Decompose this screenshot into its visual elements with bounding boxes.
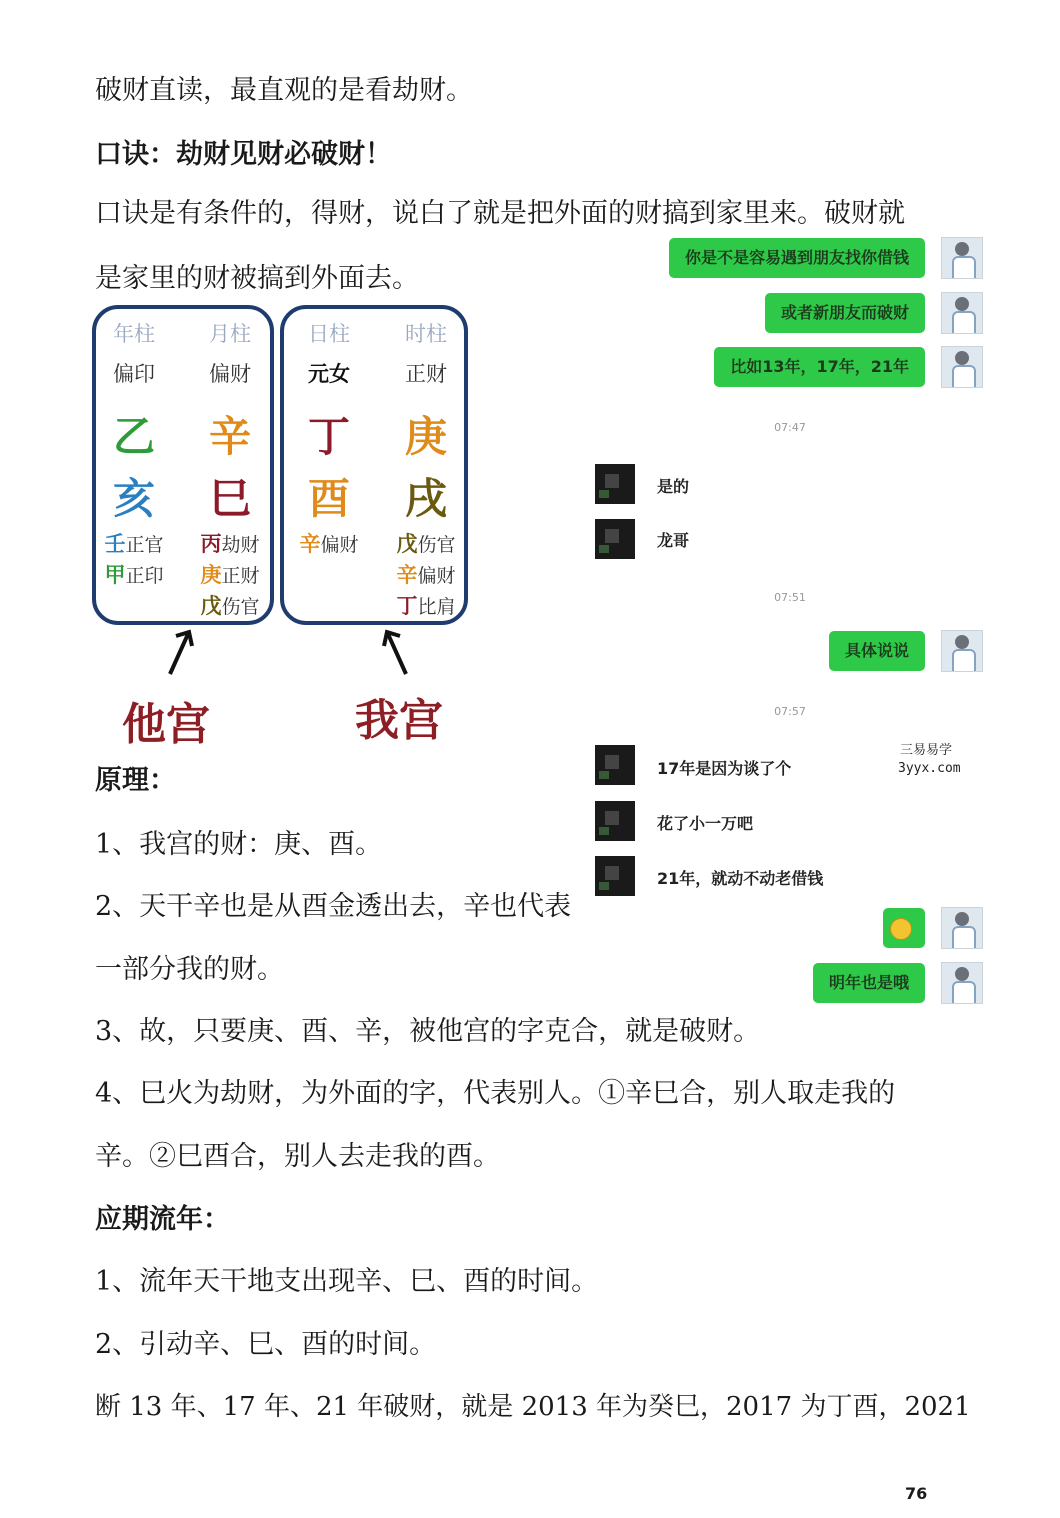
ten-god: 偏印 bbox=[113, 362, 155, 386]
pillar-month bbox=[185, 318, 275, 618]
heavenly-stem: 庚 bbox=[404, 412, 447, 461]
list-item: 2、引动辛、巳、酉的时间。 bbox=[95, 1329, 437, 1360]
arrow-up-icon bbox=[378, 628, 418, 678]
hidden-stem: 甲正印 bbox=[104, 563, 164, 587]
avatar bbox=[941, 346, 983, 388]
chat-screenshot bbox=[585, 225, 995, 1005]
pillar-position: 月柱 bbox=[209, 322, 251, 346]
avatar bbox=[941, 907, 983, 949]
avatar bbox=[595, 519, 635, 559]
avatar bbox=[941, 630, 983, 672]
hidden-stem: 壬正官 bbox=[104, 532, 164, 556]
chat-message-incoming: 花了小一万吧 bbox=[657, 814, 754, 833]
chat-message-outgoing: 明年也是哦 bbox=[813, 963, 925, 1003]
chat-message-outgoing: 具体说说 bbox=[829, 631, 925, 671]
chat-timestamp: 07:57 bbox=[774, 705, 806, 718]
chat-timestamp: 07:47 bbox=[774, 421, 806, 434]
paragraph-line: 是家里的财被搞到外面去。 bbox=[95, 263, 419, 294]
avatar bbox=[595, 745, 635, 785]
list-item: 1、我宫的财：庚、酉。 bbox=[95, 829, 383, 860]
chat-message-incoming: 是的 bbox=[657, 477, 690, 496]
earthly-branch: 酉 bbox=[307, 474, 350, 523]
pillar-position: 时柱 bbox=[405, 322, 447, 346]
avatar bbox=[595, 801, 635, 841]
chat-message-incoming: 21年，就动不动老借钱 bbox=[657, 869, 824, 888]
avatar bbox=[595, 856, 635, 896]
yingqi-heading: 应期流年： bbox=[95, 1204, 230, 1235]
avatar bbox=[941, 237, 983, 279]
chat-message-incoming: 17年是因为谈了个 bbox=[657, 759, 792, 778]
page-number: 76 bbox=[905, 1484, 928, 1503]
pillar-position: 日柱 bbox=[308, 322, 350, 346]
ten-god: 元女 bbox=[308, 362, 350, 386]
pillar-hour bbox=[381, 318, 471, 618]
list-item: 3、故，只要庚、酉、辛，被他宫的字克合，就是破财。 bbox=[95, 1016, 761, 1047]
avatar bbox=[595, 464, 635, 504]
list-item: 一部分我的财。 bbox=[95, 954, 284, 985]
hidden-stem: 庚正财 bbox=[200, 563, 260, 587]
earthly-branch: 巳 bbox=[208, 474, 251, 523]
list-item: 辛。②巳酉合，别人去走我的酉。 bbox=[95, 1141, 500, 1172]
koujue-heading: 口诀：劫财见财必破财！ bbox=[95, 139, 392, 170]
paragraph-line: 断 13 年、17 年、21 年破财，就是 2013 年为癸巳，2017 为丁酉，2021 bbox=[95, 1392, 971, 1422]
avatar bbox=[941, 962, 983, 1004]
chat-message-incoming: 龙哥 bbox=[657, 531, 690, 550]
hidden-stem: 戊伤官 bbox=[396, 532, 456, 556]
hidden-stem: 丙劫财 bbox=[200, 532, 260, 556]
other-palace-label: 他宫 bbox=[122, 699, 210, 750]
laughing-face-icon bbox=[890, 918, 912, 940]
chat-message-outgoing: 比如13年，17年，21年 bbox=[714, 347, 925, 387]
pillar-year bbox=[89, 318, 179, 618]
watermark: 三易易学 3yyx.com bbox=[898, 743, 961, 776]
list-item: 2、天干辛也是从酉金透出去，辛也代表 bbox=[95, 891, 572, 922]
earthly-branch: 亥 bbox=[112, 474, 155, 523]
pillar-position: 年柱 bbox=[113, 322, 155, 346]
paragraph-line: 口诀是有条件的，得财，说白了就是把外面的财搞到家里来。破财就 bbox=[95, 198, 905, 229]
arrow-up-icon bbox=[160, 628, 200, 678]
list-item: 4、巳火为劫财，为外面的字，代表别人。①辛巳合，别人取走我的 bbox=[95, 1078, 896, 1109]
chat-message-outgoing: 你是不是容易遇到朋友找你借钱 bbox=[669, 238, 925, 278]
hidden-stem: 辛偏财 bbox=[396, 563, 456, 587]
hidden-stem: 丁比肩 bbox=[396, 594, 456, 618]
intro-line: 破财直读，最直观的是看劫财。 bbox=[95, 75, 473, 106]
hidden-stem: 辛偏财 bbox=[299, 532, 359, 556]
heavenly-stem: 丁 bbox=[307, 412, 350, 461]
self-palace-label: 我宫 bbox=[355, 695, 443, 746]
yuanli-heading: 原理： bbox=[95, 765, 176, 796]
chat-timestamp: 07:51 bbox=[774, 591, 806, 604]
chat-message-outgoing: 或者新朋友而破财 bbox=[765, 293, 925, 333]
ten-god: 偏财 bbox=[209, 362, 251, 386]
earthly-branch: 戌 bbox=[404, 474, 447, 523]
ten-god: 正财 bbox=[405, 362, 447, 386]
heavenly-stem: 乙 bbox=[112, 412, 155, 461]
pillar-day bbox=[284, 318, 374, 618]
heavenly-stem: 辛 bbox=[208, 412, 251, 461]
avatar bbox=[941, 292, 983, 334]
list-item: 1、流年天干地支出现辛、巳、酉的时间。 bbox=[95, 1266, 599, 1297]
hidden-stem: 戊伤官 bbox=[200, 594, 260, 618]
